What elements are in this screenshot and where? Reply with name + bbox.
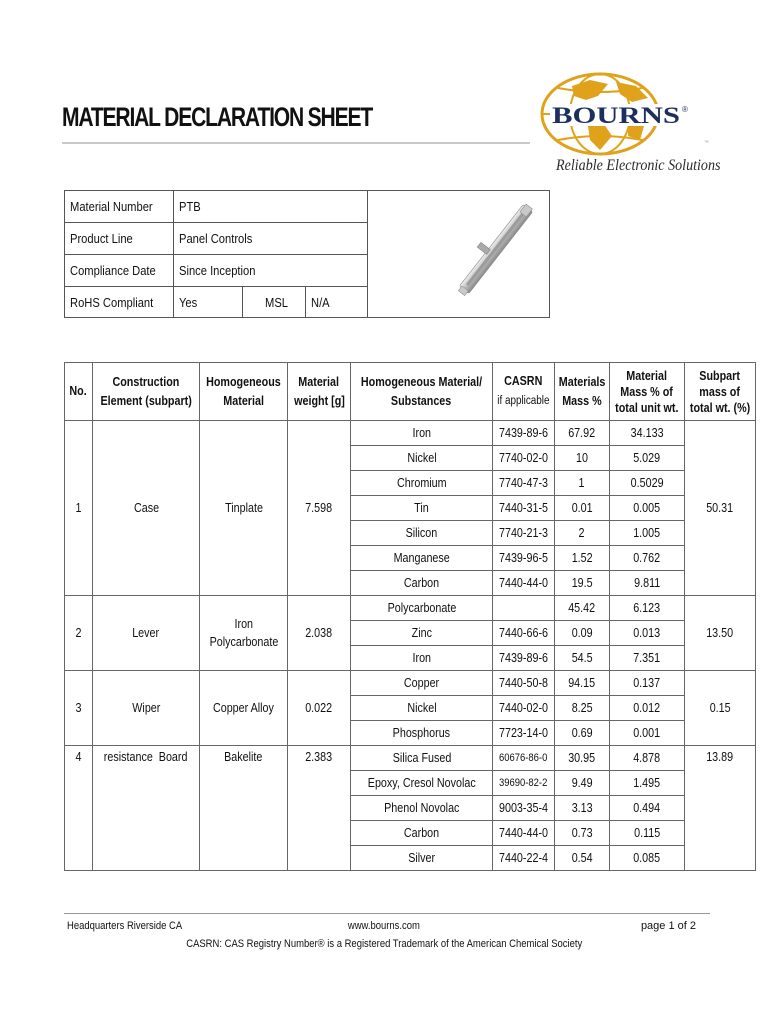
footer-page-number: page 1 of 2 <box>640 920 696 932</box>
cell-unit-mass: 34.133 <box>610 421 685 446</box>
cell-substance: Nickel <box>351 696 493 721</box>
material-table <box>64 362 756 871</box>
cell-unit-mass: 0.5029 <box>610 471 685 496</box>
header-substances: Homogeneous Material/ Substances <box>351 363 493 421</box>
product-info-box <box>64 190 550 318</box>
cell-mass: 1.52 <box>554 546 609 571</box>
table-row <box>65 596 756 621</box>
page-title: MATERIAL DECLARATION SHEET <box>62 102 373 132</box>
cell-unit-mass: 9.811 <box>610 571 685 596</box>
header-homogeneous: Homogeneous Material <box>200 363 288 421</box>
cell-mass: 0.54 <box>554 846 609 871</box>
cell-unit-mass: 0.005 <box>610 496 685 521</box>
cell-subpart-mass: 13.89 <box>684 746 755 871</box>
cell-substance: Zinc <box>351 621 493 646</box>
cell-casrn: 7440-44-0 <box>493 571 555 596</box>
cell-unit-mass: 1.495 <box>610 771 685 796</box>
cell-casrn <box>493 596 555 621</box>
product-photo <box>441 191 551 318</box>
cell-casrn: 7740-21-3 <box>493 521 555 546</box>
cell-mass: 45.42 <box>554 596 609 621</box>
cell-unit-mass: 0.001 <box>610 721 685 746</box>
cell-no: 1 <box>65 421 93 596</box>
cell-substance: Polycarbonate <box>351 596 493 621</box>
cell-material: Tinplate <box>200 421 288 596</box>
cell-substance: Chromium <box>351 471 493 496</box>
table-row <box>65 671 756 696</box>
cell-substance: Silicon <box>351 521 493 546</box>
cell-substance: Iron <box>351 646 493 671</box>
cell-casrn: 7439-89-6 <box>493 646 555 671</box>
cell-substance: Phosphorus <box>351 721 493 746</box>
logo-wordmark: BOURNS <box>552 103 680 128</box>
title-divider <box>62 142 530 144</box>
cell-casrn: 60676-86-0 <box>493 746 555 771</box>
cell-casrn: 7439-89-6 <box>493 421 555 446</box>
brand-tagline: Reliable Electronic Solutions <box>556 157 721 174</box>
cell-subpart-mass: 13.50 <box>684 596 755 671</box>
cell-substance: Iron <box>351 421 493 446</box>
table-header-row <box>65 363 756 421</box>
cell-unit-mass: 5.029 <box>610 446 685 471</box>
table-row <box>65 421 756 446</box>
cell-unit-mass: 0.115 <box>610 821 685 846</box>
cell-unit-mass: 4.878 <box>610 746 685 771</box>
cell-substance: Copper <box>351 671 493 696</box>
logo-registered-mark: ® <box>682 105 688 114</box>
cell-mass: 0.09 <box>554 621 609 646</box>
info-label: RoHS Compliant <box>65 287 174 319</box>
cell-casrn: 7440-22-4 <box>493 846 555 871</box>
cell-mass: 9.49 <box>554 771 609 796</box>
info-value-msl: N/A <box>306 287 368 319</box>
cell-mass: 94.15 <box>554 671 609 696</box>
cell-substance: Manganese <box>351 546 493 571</box>
cell-substance: Silver <box>351 846 493 871</box>
cell-weight: 0.022 <box>288 671 351 746</box>
info-value: Since Inception <box>174 255 368 287</box>
header-subpart-mass: Subpart mass of total wt. (%) <box>684 363 755 421</box>
cell-mass: 54.5 <box>554 646 609 671</box>
cell-casrn: 9003-35-4 <box>493 796 555 821</box>
cell-no: 4 <box>65 746 93 871</box>
cell-element: Lever <box>93 596 200 671</box>
cell-material: Bakelite <box>200 746 288 871</box>
footer-divider <box>64 913 710 914</box>
cell-casrn: 7439-96-5 <box>493 546 555 571</box>
cell-mass: 19.5 <box>554 571 609 596</box>
footer-website[interactable]: www.bourns.com <box>347 920 421 932</box>
cell-no: 3 <box>65 671 93 746</box>
cell-substance: Carbon <box>351 571 493 596</box>
info-label: Material Number <box>65 191 174 223</box>
cell-substance: Nickel <box>351 446 493 471</box>
cell-casrn: 7440-50-8 <box>493 671 555 696</box>
cell-substance: Phenol Novolac <box>351 796 493 821</box>
cell-casrn: 7723-14-0 <box>493 721 555 746</box>
cell-weight: 2.383 <box>288 746 351 871</box>
info-label-msl: MSL <box>243 287 306 319</box>
cell-unit-mass: 7.351 <box>610 646 685 671</box>
cell-mass: 8.25 <box>554 696 609 721</box>
cell-unit-mass: 0.085 <box>610 846 685 871</box>
cell-unit-mass: 0.762 <box>610 546 685 571</box>
info-label: Product Line <box>65 223 174 255</box>
cell-no: 2 <box>65 596 93 671</box>
info-value: Yes <box>174 287 243 319</box>
header-no: No. <box>65 363 93 421</box>
cell-casrn: 7440-31-5 <box>493 496 555 521</box>
header-unit-mass: Material Mass % of total unit wt. <box>610 363 685 421</box>
cell-unit-mass: 0.012 <box>610 696 685 721</box>
cell-material: Iron Polycarbonate <box>200 596 288 671</box>
info-row-product-line <box>65 223 368 255</box>
cell-mass: 0.73 <box>554 821 609 846</box>
product-info-table <box>65 191 368 318</box>
cell-unit-mass: 6.123 <box>610 596 685 621</box>
cell-unit-mass: 0.494 <box>610 796 685 821</box>
cell-mass: 10 <box>554 446 609 471</box>
cell-element: Wiper <box>93 671 200 746</box>
cell-substance: Carbon <box>351 821 493 846</box>
cell-material: Copper Alloy <box>200 671 288 746</box>
cell-unit-mass: 0.013 <box>610 621 685 646</box>
cell-unit-mass: 1.005 <box>610 521 685 546</box>
info-label: Compliance Date <box>65 255 174 287</box>
cell-casrn: 7440-66-6 <box>493 621 555 646</box>
cell-mass: 1 <box>554 471 609 496</box>
header-mass: Materials Mass % <box>554 363 609 421</box>
info-row-material-number <box>65 191 368 223</box>
header-construction: Construction Element (subpart) <box>93 363 200 421</box>
cell-mass: 30.95 <box>554 746 609 771</box>
trademark-mark: ™ <box>704 140 709 146</box>
cell-element: resistance Board <box>93 746 200 871</box>
cell-substance: Epoxy, Cresol Novolac <box>351 771 493 796</box>
bourns-logo <box>528 66 698 166</box>
footer-hq: Headquarters Riverside CA <box>67 920 183 932</box>
cell-casrn: 7740-47-3 <box>493 471 555 496</box>
footer-casrn-note: CASRN: CAS Registry Number® is a Registered Trademark of the American Chemical Society <box>185 938 583 950</box>
info-value: PTB <box>174 191 368 223</box>
cell-unit-mass: 0.137 <box>610 671 685 696</box>
cell-substance: Tin <box>351 496 493 521</box>
cell-element: Case <box>93 421 200 596</box>
cell-weight: 7.598 <box>288 421 351 596</box>
cell-casrn: 7740-02-0 <box>493 446 555 471</box>
info-row-rohs <box>65 287 368 319</box>
cell-casrn: 7440-44-0 <box>493 821 555 846</box>
cell-mass: 2 <box>554 521 609 546</box>
cell-mass: 0.01 <box>554 496 609 521</box>
header-weight: Material weight [g] <box>288 363 351 421</box>
cell-casrn: 7440-02-0 <box>493 696 555 721</box>
info-value: Panel Controls <box>174 223 368 255</box>
cell-casrn: 39690-82-2 <box>493 771 555 796</box>
cell-weight: 2.038 <box>288 596 351 671</box>
cell-mass: 0.69 <box>554 721 609 746</box>
cell-subpart-mass: 50.31 <box>684 421 755 596</box>
table-row <box>65 746 756 771</box>
cell-mass: 67.92 <box>554 421 609 446</box>
cell-substance: Silica Fused <box>351 746 493 771</box>
cell-subpart-mass: 0.15 <box>684 671 755 746</box>
header-casrn: CASRN if applicable <box>493 363 555 421</box>
info-row-compliance-date <box>65 255 368 287</box>
cell-mass: 3.13 <box>554 796 609 821</box>
